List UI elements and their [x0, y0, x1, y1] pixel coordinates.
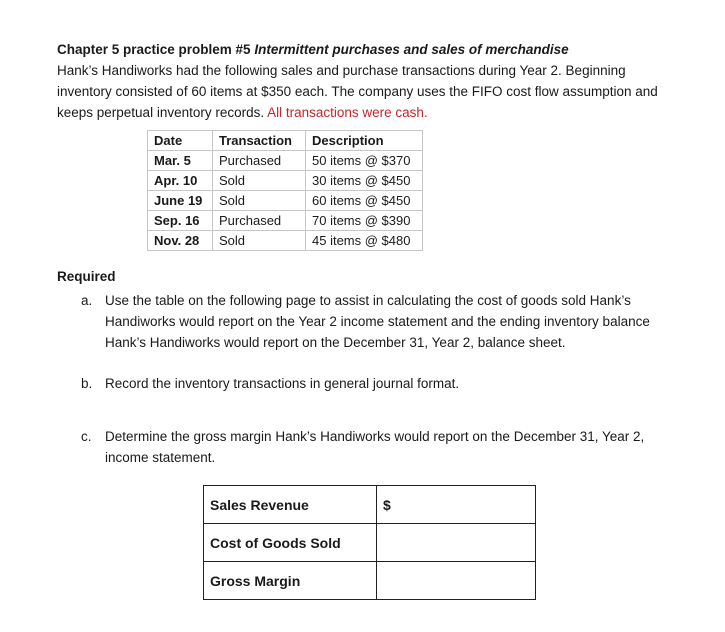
row-type: Sold [213, 171, 306, 191]
row-type: Purchased [213, 211, 306, 231]
header-description: Description [306, 131, 423, 151]
required-heading: Required [57, 269, 116, 284]
item-text: Determine the gross margin Hank’s Handiworks would report on the December 31, Year 2, income statement. [105, 429, 645, 465]
row-date: June 19 [148, 191, 213, 211]
item-text: Record the inventory transactions in general journal format. [105, 376, 460, 391]
gm-label: Sales Revenue [204, 486, 377, 524]
row-desc: 30 items @ $450 [306, 171, 423, 191]
row-date: Apr. 10 [148, 171, 213, 191]
intro-paragraph [57, 60, 682, 123]
row-desc: 70 items @ $390 [306, 211, 423, 231]
row-type: Sold [213, 191, 306, 211]
item-text: Use the table on the following page to assist in calculating the cost of goods sold Hank’s Handiworks would report on the Year 2 income statement and the ending inventory balance Hank’s Handiworks would report on the December 31, Year 2, balance sheet. [105, 293, 650, 350]
row-type: Purchased [213, 151, 306, 171]
row-desc: 60 items @ $450 [306, 191, 423, 211]
row-desc: 45 items @ $480 [306, 231, 423, 251]
title-italic: Intermittent purchases and sales of merchandise [254, 42, 569, 57]
gm-label: Gross Margin [204, 562, 377, 600]
row-date: Nov. 28 [148, 231, 213, 251]
gm-label: Cost of Goods Sold [204, 524, 377, 562]
title-prefix: Chapter 5 practice problem #5 [57, 42, 255, 57]
item-label: a. [81, 293, 93, 308]
required-item-b [81, 373, 681, 394]
gm-value-cell[interactable] [377, 524, 536, 562]
row-type: Sold [213, 231, 306, 251]
gross-margin-table [203, 485, 536, 600]
table-row [148, 151, 423, 171]
table-row [148, 171, 423, 191]
problem-title [57, 40, 687, 60]
header-date: Date [148, 131, 213, 151]
gm-row-sales [204, 486, 536, 524]
table-row [148, 191, 423, 211]
gm-row-gross-margin [204, 562, 536, 600]
table-header-row [148, 131, 423, 151]
gm-value-cell[interactable] [377, 562, 536, 600]
row-date: Mar. 5 [148, 151, 213, 171]
table-row [148, 231, 423, 251]
gm-value-cell[interactable]: $ [377, 486, 536, 524]
intro-highlight: All transactions were cash. [267, 105, 428, 120]
row-desc: 50 items @ $370 [306, 151, 423, 171]
required-item-a [81, 290, 681, 353]
transactions-table [147, 130, 423, 251]
intro-text: Hank’s Handiworks had the following sales and purchase transactions during Year 2. Beginning inventory consisted of 60 items at $350 each. The company uses the FIFO cost flow assumption and keeps perpetual inventory records. [57, 63, 658, 120]
item-label: c. [81, 429, 92, 444]
row-date: Sep. 16 [148, 211, 213, 231]
gm-row-cogs [204, 524, 536, 562]
required-item-c [81, 426, 681, 468]
document-page [57, 40, 687, 589]
item-label: b. [81, 376, 93, 391]
header-transaction: Transaction [213, 131, 306, 151]
table-row [148, 211, 423, 231]
